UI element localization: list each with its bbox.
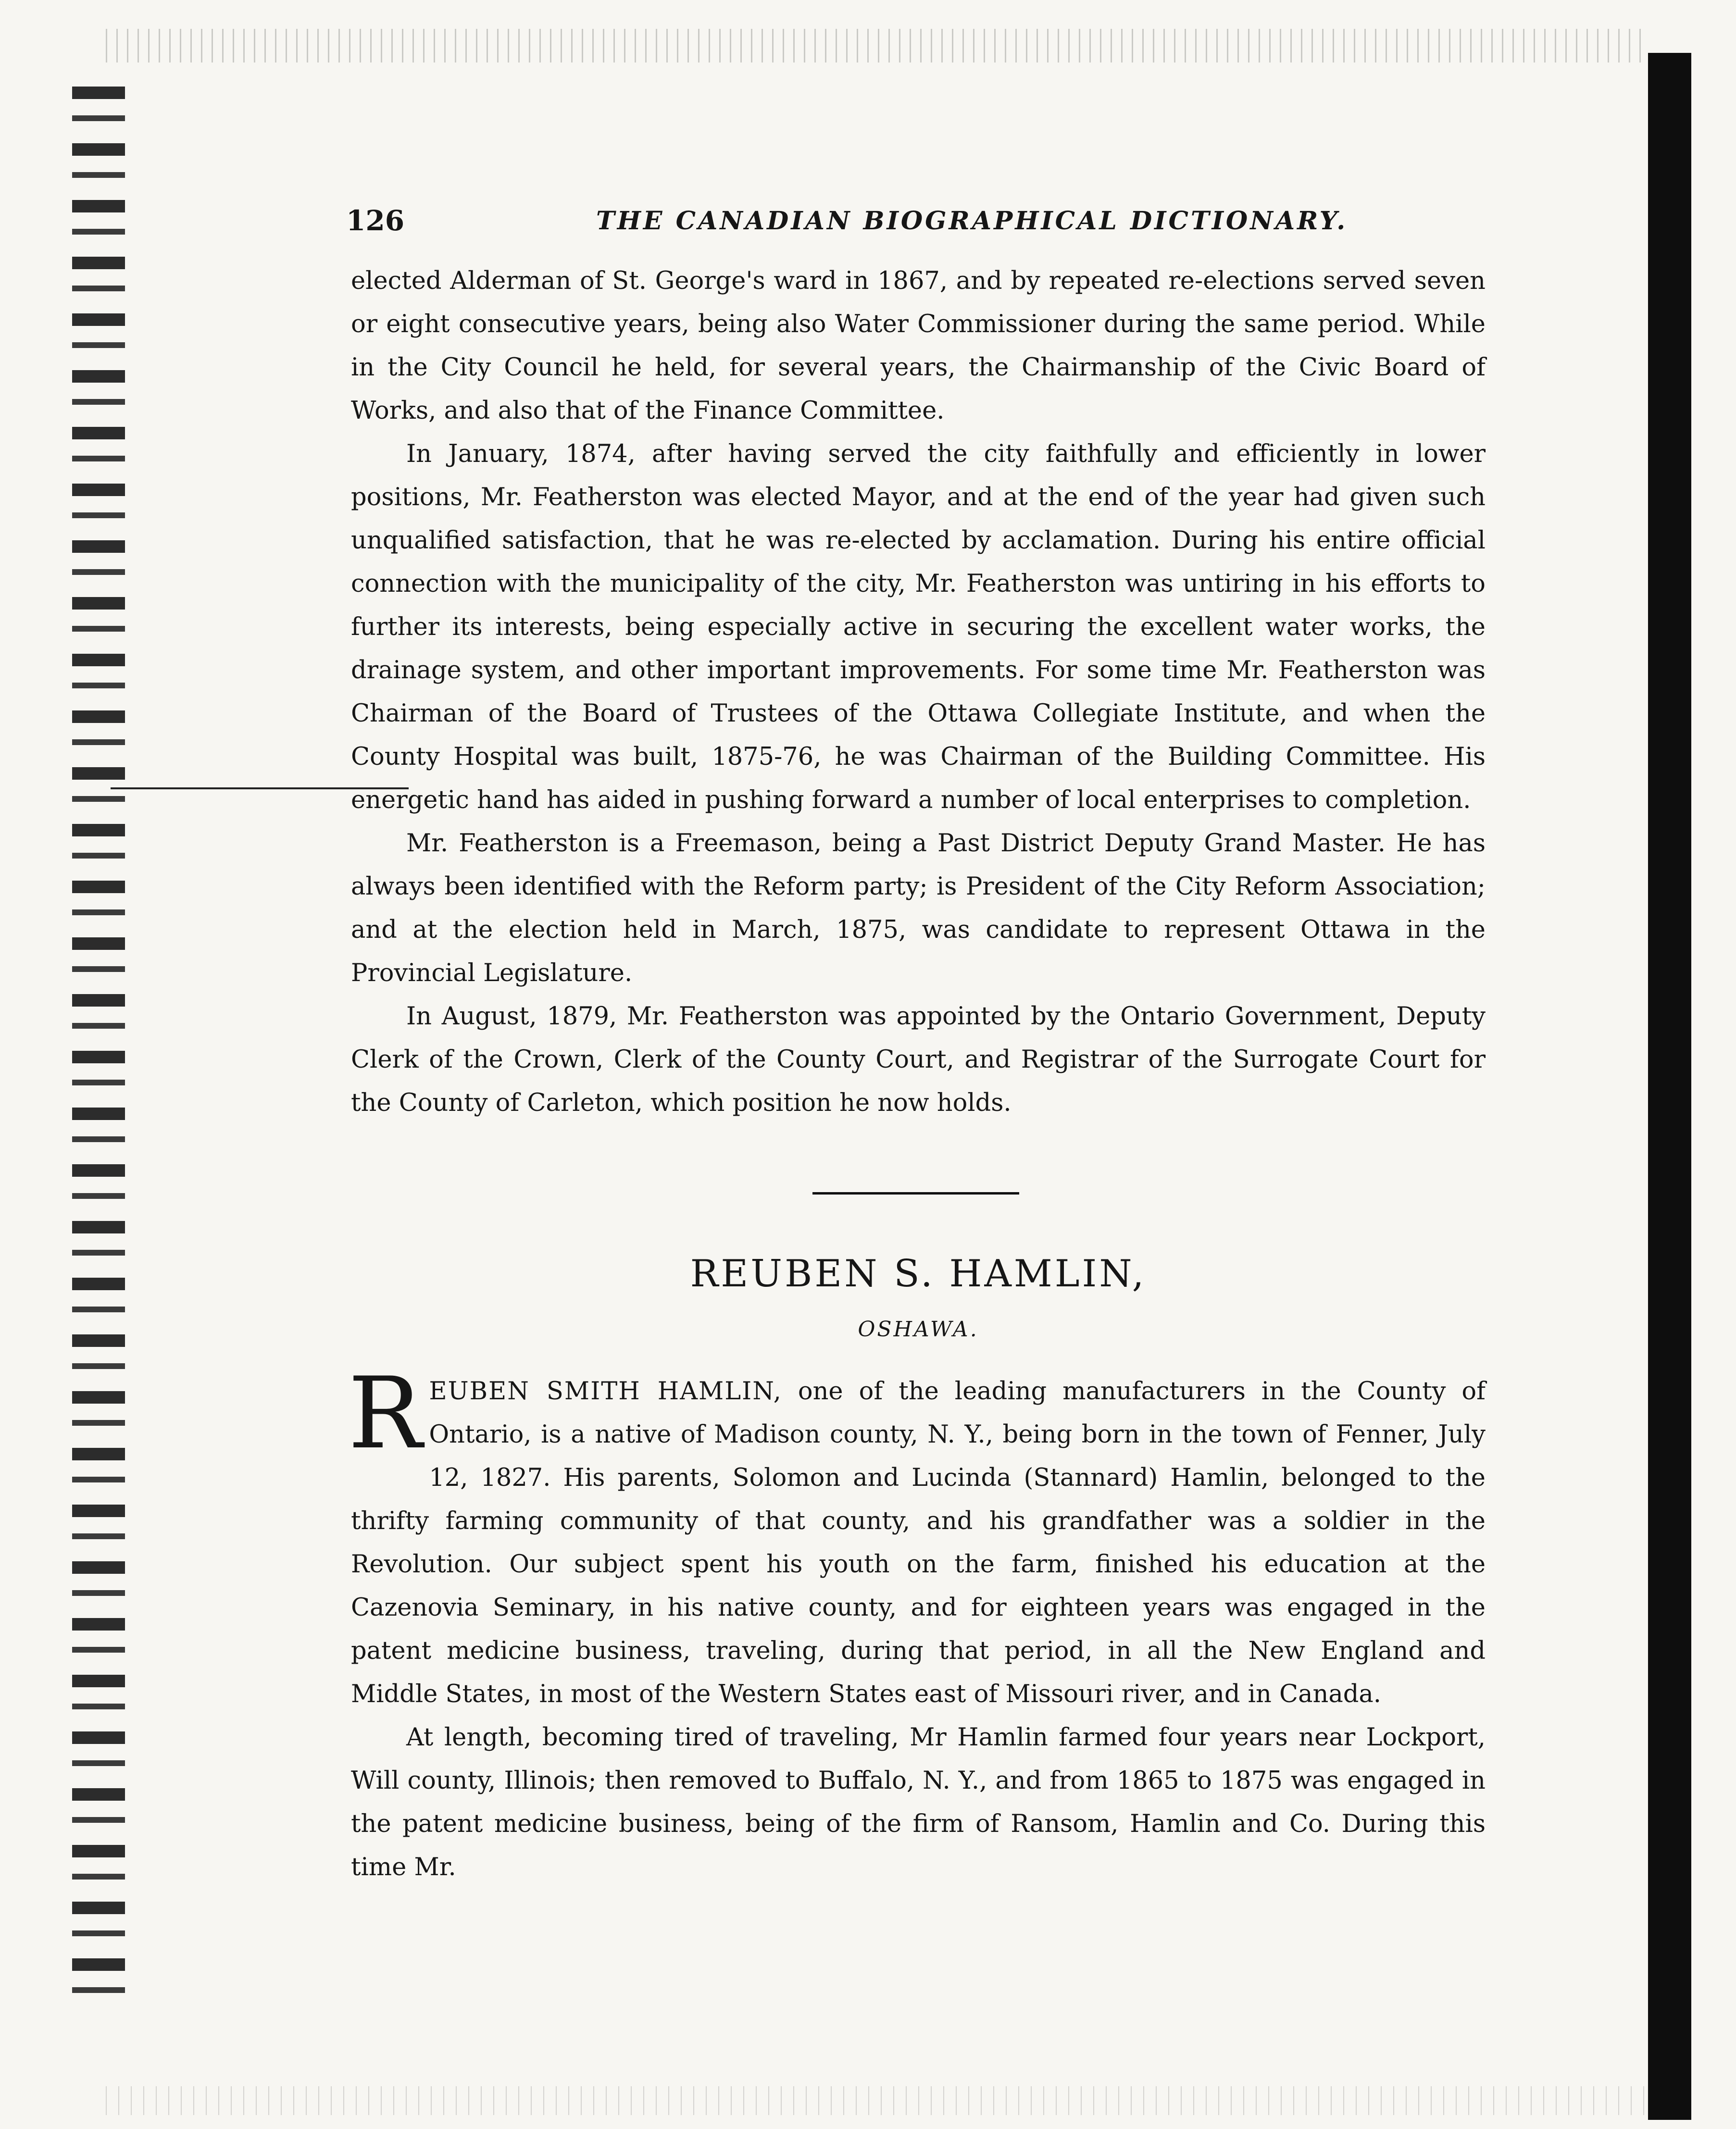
- paragraph: elected Alderman of St. George's ward in 1867, and by repeated re-elections served seven or eight consecutive years, being also Water Commissioner during the same period. While in the City Council he held, for several years, the Chairmanship of the Civic Board of Works, and also that of the Finance Committee.: [351, 267, 1486, 425]
- section-divider: [812, 1192, 1019, 1195]
- paragraph: In January, 1874, after having served the city faithfully and efficiently in lower positions, Mr. Featherston was elected Mayor, and at the end of the year had given such unqualified satisfaction, that he was re-elected by acclamation. During his entire official connection with the municipality of the city, Mr. Featherston was untiring in his efforts to further its interests, being especially active in securing the excellent water works, the drainage system, and other important improvements. For some time Mr. Featherston was Chairman of the Board of Trustees of the Ottawa Collegiate Institute, and when the County Hospital was built, 1875-76, he was Chairman of the Building Committee. His energetic hand has aided in pushing forward a number of local enterprises to completion.: [351, 440, 1486, 814]
- scan-noise-top: [106, 29, 1644, 62]
- hamlin-entry-body: [348, 1357, 1486, 1889]
- paragraph: Mr. Featherston is a Freemason, being a Past District Deputy Grand Master. He has always been identified with the Reform party; is President of the City Reform Association; and at the election held in March, 1875, was candidate to represent Ottawa in the Provincial Legislature.: [351, 829, 1486, 987]
- lead-words: EUBEN SMITH HAMLIN,: [429, 1377, 782, 1406]
- running-header: [346, 204, 1490, 248]
- entry-location: OSHAWA.: [858, 1317, 979, 1342]
- page-number: 126: [346, 204, 405, 237]
- entry-heading: REUBEN S. HAMLIN,: [690, 1252, 1147, 1295]
- binding-edge-artifact: [72, 87, 125, 2000]
- scan-noise-bottom: [106, 2086, 1644, 2115]
- featherston-continuation: [351, 260, 1486, 1125]
- drop-cap: R: [348, 1357, 423, 1471]
- paragraph-text: one of the leading manufacturers in the County of Ontario, is a native of Madison county, N. Y., being born in the town of Fenner, July 12, 1827. His parents, Solomon and Lucinda (Stannard) Hamlin, belonged to the thrifty farming community of that county, and his grandfather was a soldier in the Revolution. Our subject spent his youth on the farm, finished his education at the Cazenovia Seminary, in his native county, and for eighteen years was engaged in the patent medicine business, traveling, during that period, in all the New England and Middle States, in most of the Western States east of Missouri river, and in Canada.: [351, 1377, 1486, 1708]
- paragraph: [348, 1357, 1486, 1716]
- page-edge-shadow: [1648, 53, 1691, 2120]
- running-title: THE CANADIAN BIOGRAPHICAL DICTIONARY.: [596, 206, 1348, 236]
- paragraph: At length, becoming tired of traveling, Mr Hamlin farmed four years near Lockport, Will county, Illinois; then removed to Buffalo, N. Y., and from 1865 to 1875 was engaged in the patent medicine business, being of the firm of Ransom, Hamlin and Co. During this time Mr.: [351, 1723, 1486, 1881]
- paragraph: In August, 1879, Mr. Featherston was appointed by the Ontario Government, Deputy Clerk of the Crown, Clerk of the County Court, and Registrar of the Surrogate Court for the County of Carleton, which position he now holds.: [351, 1002, 1486, 1117]
